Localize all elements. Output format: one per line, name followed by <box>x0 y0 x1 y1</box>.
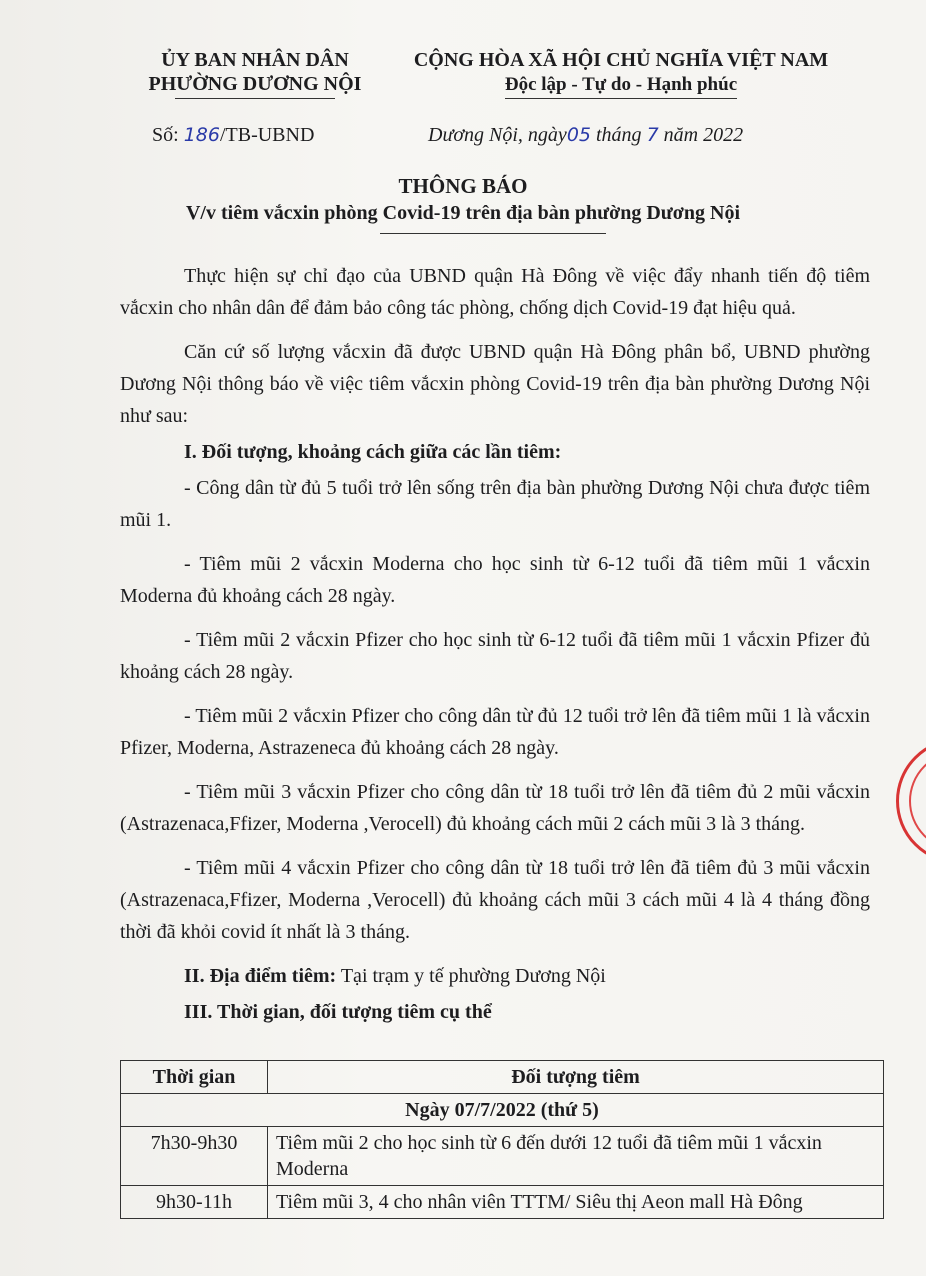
row-time: 7h30-9h30 <box>121 1127 268 1186</box>
date-month-label: tháng <box>596 124 642 146</box>
org-underline <box>175 98 335 99</box>
list-item: - Công dân từ đủ 5 tuổi trở lên sống trên địa bàn phường Dương Nội chưa được tiêm mũi 1. <box>120 477 870 531</box>
nation-line: CỘNG HÒA XÃ HỘI CHỦ NGHĨA VIỆT NAM <box>413 49 829 71</box>
list-item: - Tiêm mũi 2 vắcxin Pfizer cho học sinh từ 6-12 tuổi đã tiêm mũi 1 vắcxin Pfizer đủ khoảng cách 28 ngày. <box>120 629 870 683</box>
section-2-text: Tại trạm y tế phường Dương Nội <box>340 965 606 987</box>
paragraph: Thực hiện sự chỉ đạo của UBND quận Hà Đông về việc đẩy nhanh tiến độ tiêm vắcxin cho nhân dân để đảm bảo công tác phòng, chống dịch Covid-19 đạt hiệu quả. <box>120 265 870 319</box>
list-item: - Tiêm mũi 2 vắcxin Pfizer cho công dân từ đủ 12 tuổi trở lên đã tiêm mũi 1 là vắcxin Pfizer, Moderna, Astrazeneca đủ khoảng cách 28 ngày. <box>120 705 870 759</box>
date-place: Dương Nội, ngày <box>428 124 567 146</box>
row-target: Tiêm mũi 2 cho học sinh từ 6 đến dưới 12 tuổi đã tiêm mũi 1 vắcxin Moderna <box>268 1127 884 1186</box>
official-seal-stamp <box>896 738 926 864</box>
paragraph: Căn cứ số lượng vắcxin đã được UBND quận Hà Đông phân bổ, UBND phường Dương Nội thông báo về việc tiêm vắcxin phòng Covid-19 trên địa bàn phường Dương Nội như sau: <box>120 341 870 427</box>
org-line-2: PHƯỜNG DƯƠNG NỘI <box>148 73 362 95</box>
seal-inner-ring <box>909 751 926 851</box>
table-header-row <box>121 1061 884 1094</box>
document-number <box>152 124 314 147</box>
issuing-organization <box>124 48 386 99</box>
number-handwritten: 186 <box>183 124 220 146</box>
document-title: THÔNG BÁO <box>398 174 528 198</box>
number-prefix: Số: <box>152 124 179 146</box>
document-body <box>120 260 870 1032</box>
date-year: năm 2022 <box>663 124 744 146</box>
section-1-heading: I. Đối tượng, khoảng cách giữa các lần tiêm: <box>184 441 562 463</box>
national-heading <box>386 48 856 99</box>
number-suffix: /TB-UBND <box>219 124 315 146</box>
row-target: Tiêm mũi 3, 4 cho nhân viên TTTM/ Siêu thị Aeon mall Hà Đông <box>268 1186 884 1219</box>
table-day-row <box>121 1094 884 1127</box>
section-2 <box>120 960 870 992</box>
date-month: 7 <box>646 124 659 146</box>
document-subtitle: V/v tiêm vắcxin phòng Covid-19 trên địa bàn phường Dương Nội <box>185 202 740 224</box>
document-header <box>0 48 926 108</box>
subtitle-underline <box>380 233 606 234</box>
col-header-target: Đối tượng tiêm <box>268 1061 884 1094</box>
section-3-heading: III. Thời gian, đối tượng tiêm cụ thể <box>184 1001 492 1023</box>
issue-date <box>428 124 743 147</box>
col-header-time: Thời gian <box>121 1061 268 1094</box>
section-2-heading: II. Địa điểm tiêm: <box>184 965 337 987</box>
date-day: 05 <box>566 124 591 146</box>
row-time: 9h30-11h <box>121 1186 268 1219</box>
list-item: - Tiêm mũi 4 vắcxin Pfizer cho công dân từ 18 tuổi trở lên đã tiêm đủ 3 mũi vắcxin (Astrazenaca,Ffizer, Moderna ,Verocell) đủ khoảng cách mũi 3 cách mũi 4 là 4 tháng đồng thời đã khỏi covid ít nhất là 3 tháng. <box>120 857 870 943</box>
table-row <box>121 1127 884 1186</box>
motto: Độc lập - Tự do - Hạnh phúc <box>505 73 737 99</box>
org-line-1: ỦY BAN NHÂN DÂN <box>161 49 349 71</box>
list-item: - Tiêm mũi 3 vắcxin Pfizer cho công dân từ 18 tuổi trở lên đã tiêm đủ 2 mũi vắcxin (Astrazenaca,Ffizer, Moderna ,Verocell) đủ khoảng cách mũi 2 cách mũi 3 là 3 tháng. <box>120 781 870 835</box>
day-label: Ngày 07/7/2022 (thứ 5) <box>121 1094 884 1127</box>
schedule-table <box>120 1060 884 1219</box>
list-item: - Tiêm mũi 2 vắcxin Moderna cho học sinh từ 6-12 tuổi đã tiêm mũi 1 vắcxin Moderna đủ khoảng cách 28 ngày. <box>120 553 870 607</box>
table-row <box>121 1186 884 1219</box>
